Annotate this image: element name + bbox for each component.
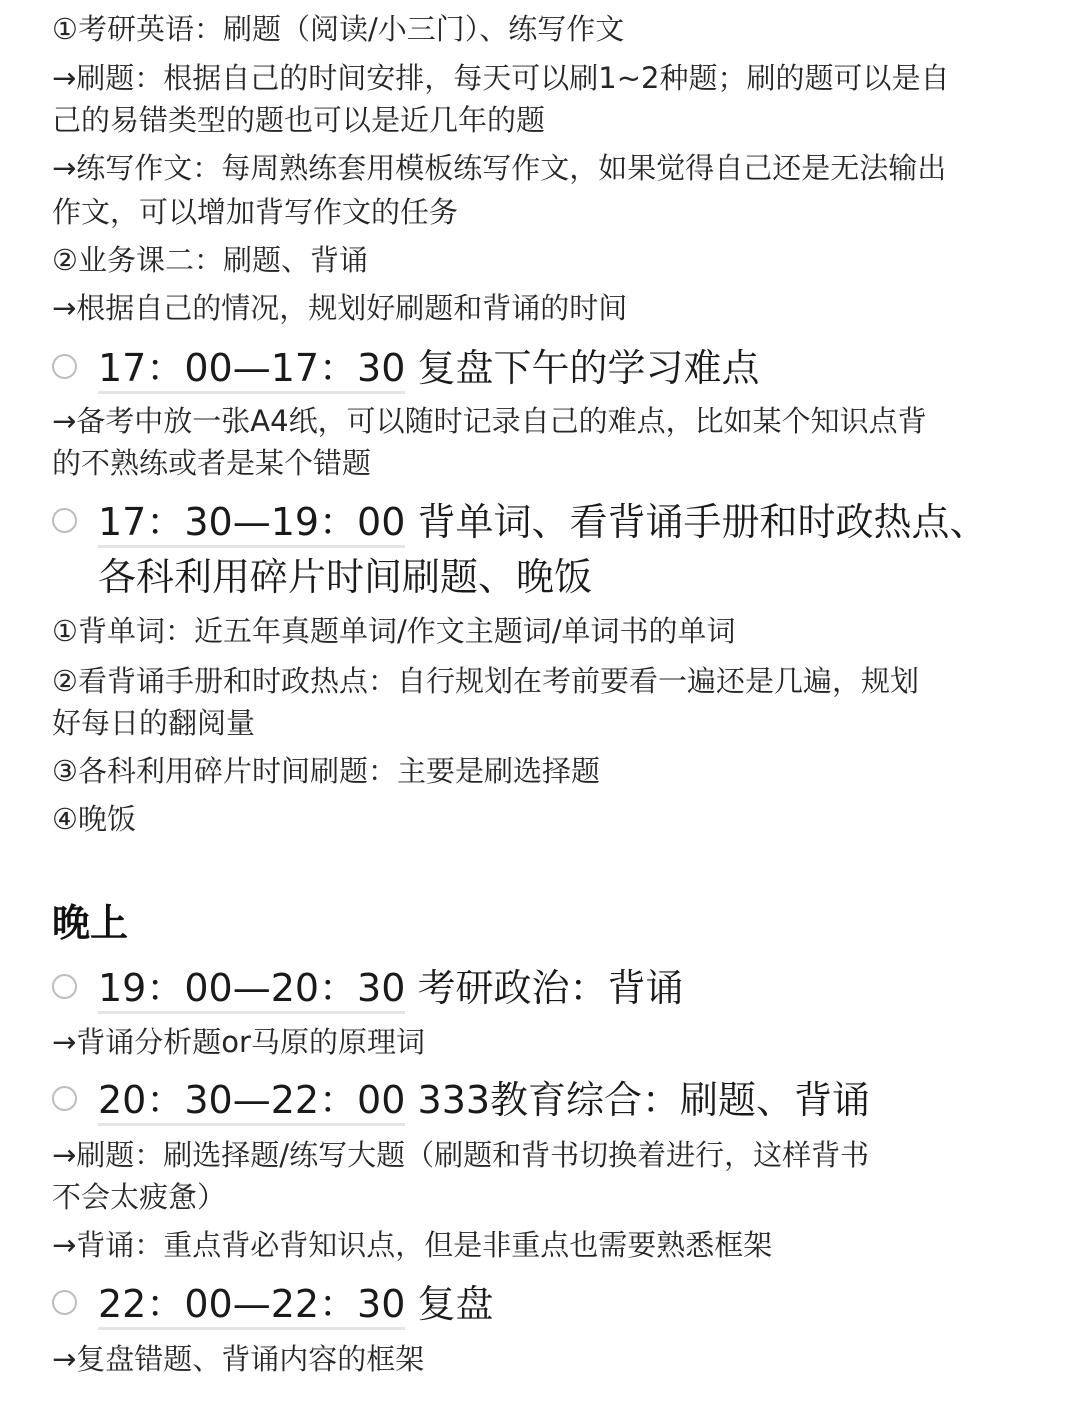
english-plan-line: ①考研英语：刷题（阅读/小三门）、练写作文	[52, 12, 625, 46]
task-title: 333教育综合：刷题、背诵	[417, 1078, 871, 1122]
note-line: →背诵分析题or马原的原理词	[52, 1025, 425, 1059]
task-title-continuation: 各科利用碎片时间刷题、晚饭	[98, 555, 593, 599]
note-line: 不会太疲惫）	[52, 1180, 227, 1214]
task-time: 22：00—22：30	[98, 1282, 405, 1330]
task-item	[52, 963, 952, 1013]
task-checkbox[interactable]	[52, 1290, 77, 1315]
task-time: 19：00—20：30	[98, 966, 405, 1014]
task-title: 考研政治：背诵	[417, 966, 684, 1010]
note-line: →复盘错题、背诵内容的框架	[52, 1342, 425, 1376]
task-time: 20：30—22：00	[98, 1078, 405, 1126]
task-item	[52, 1075, 1002, 1125]
note-line: ①背单词：近五年真题单词/作文主题词/单词书的单词	[52, 614, 736, 648]
note-line: →刷题：刷选择题/练写大题（刷题和背书切换着进行，这样背书	[52, 1138, 870, 1172]
note-line: ③各科利用碎片时间刷题：主要是刷选择题	[52, 754, 600, 788]
task-title: 复盘下午的学习难点	[417, 346, 760, 390]
section-heading-evening: 晚上	[52, 901, 129, 945]
task-item	[52, 343, 952, 393]
task-title: 复盘	[417, 1282, 494, 1326]
task-time: 17：30—19：00	[98, 500, 405, 548]
note-line: →刷题：根据自己的时间安排，每天可以刷1~2种题；刷的题可以是自	[52, 61, 950, 95]
note-line: 作文，可以增加背写作文的任务	[52, 195, 459, 229]
note-line: →练写作文：每周熟练套用模板练写作文，如果觉得自己还是无法输出	[52, 151, 947, 185]
task-checkbox[interactable]	[52, 354, 77, 379]
note-line: 己的易错类型的题也可以是近几年的题	[52, 103, 546, 137]
task-checkbox[interactable]	[52, 508, 77, 533]
note-line: →根据自己的情况，规划好刷题和背诵的时间	[52, 291, 628, 325]
task-item	[52, 1279, 952, 1329]
task-checkbox[interactable]	[52, 974, 77, 999]
note-line: ②看背诵手册和时政热点：自行规划在考前要看一遍还是几遍，规划	[52, 664, 919, 698]
task-item	[52, 497, 1032, 547]
task-checkbox[interactable]	[52, 1086, 77, 1111]
note-line: ④晚饭	[52, 802, 136, 836]
task-time: 17：00—17：30	[98, 346, 405, 394]
note-line: →背诵：重点背必背知识点，但是非重点也需要熟悉框架	[52, 1228, 773, 1262]
task-title: 背单词、看背诵手册和时政热点、	[417, 500, 988, 544]
note-line: 好每日的翻阅量	[52, 706, 256, 740]
note-line: 的不熟练或者是某个错题	[52, 446, 372, 480]
note-line: →备考中放一张A4纸，可以随时记录自己的难点，比如某个知识点背	[52, 404, 927, 438]
course-two-plan-line: ②业务课二：刷题、背诵	[52, 243, 368, 277]
